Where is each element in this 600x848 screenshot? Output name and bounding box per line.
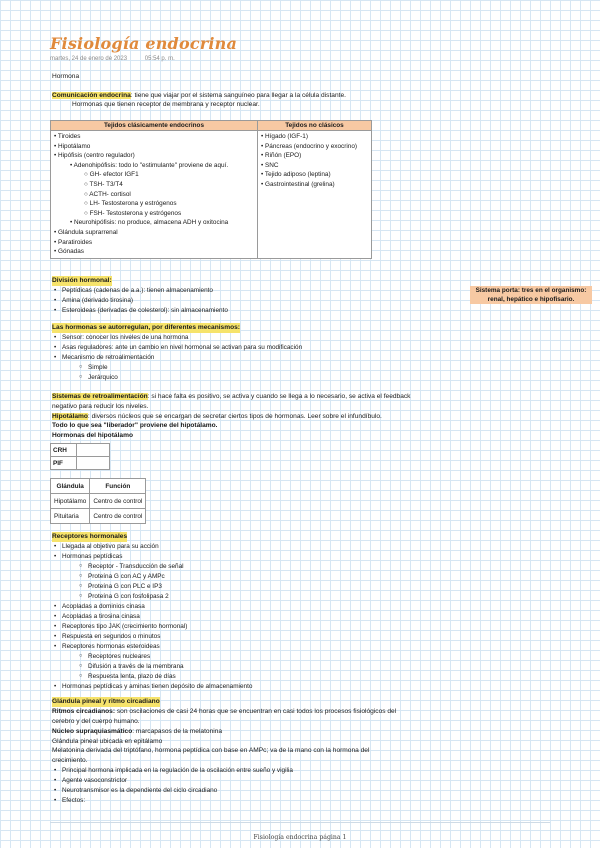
- receptor-subitem: ○ Respuesta lenta, plazo de días: [88, 672, 176, 682]
- page-meta: [50, 56, 191, 62]
- division-item: • Amina (derivado tirosina): [62, 296, 133, 306]
- nucleo-label: Núcleo supraquiasmático: [52, 728, 133, 735]
- hipotalamo-text: : diversos núcleos que se encargan de secretar ciertos tipos de hormonas. Leer sobre el infundíbulo.: [87, 413, 382, 420]
- tissues-nonclassic-cell: [258, 131, 372, 259]
- footer-divider: [50, 822, 550, 823]
- hipotalamo-line3: Hormonas del hipotálamo: [52, 432, 133, 439]
- pineal-line6: crecimiento.: [52, 757, 88, 764]
- autorregulan-heading: Las hormonas se autorregulan, por diferentes mecanismos:: [52, 324, 240, 331]
- hipotalamo-label: Hipotálamo: [52, 413, 88, 420]
- retro-text: : si hace falta es positivo, se activa y cuando se llega a lo necesario, se activa el feedback: [147, 393, 411, 400]
- autorregulan-subitem: ○ Simple: [88, 363, 108, 373]
- tissues-classic-cell: [51, 131, 258, 259]
- autorregulan-subitem: ○ Jerárquico: [88, 373, 118, 383]
- comunicacion-line2: Hormonas que tienen receptor de membrana y receptor nuclear.: [72, 101, 260, 108]
- receptor-item: • Respuesta en segundos o minutos: [62, 632, 160, 642]
- tissue-item: • Páncreas (endocrino y exocrino): [261, 142, 358, 150]
- receptor-item: • Hormonas peptídicas: [62, 552, 122, 562]
- retro-label: Sistemas de retroalimentación: [52, 393, 148, 400]
- receptores-heading: Receptores hormonales: [52, 533, 128, 540]
- tissue-item: • Gónadas: [54, 248, 84, 256]
- hipotalamo-line2: Todo lo que sea "liberador" proviene del hipotálamo.: [52, 422, 218, 429]
- page-title: Fisiología endocrina: [50, 34, 238, 53]
- side-note-line1: Sistema porta: tres en el organismo:: [475, 287, 587, 294]
- date-stamp: martes, 24 de enero de 2023: [50, 56, 128, 62]
- retro-line2: negativo para reducir los niveles.: [52, 403, 149, 410]
- receptor-subitem: ○ Receptor - Transducción de señal: [88, 562, 184, 572]
- tissue-item: • Riñón (EPO): [261, 152, 302, 160]
- gland-cell: Hipotálamo: [51, 494, 90, 509]
- side-note-line2: renal, hepático e hipofisario.: [487, 296, 575, 303]
- tissue-item: [54, 161, 254, 171]
- pineal-item: • Neurotransmisor es la dependiente del ciclo circadiano: [62, 786, 217, 796]
- gland-table: [50, 478, 146, 524]
- receptor-subitem: ○ Receptores nucleares: [88, 652, 150, 662]
- gland-header: Glándula: [51, 479, 90, 494]
- pineal-line4: Glándula pineal ubicada en epitálamo: [52, 738, 163, 745]
- heading-hormona: Hormona: [52, 73, 80, 80]
- tissue-item: • Neurohipófisis: no produce, almacena ADH y oxitocina: [70, 219, 229, 227]
- pineal-heading: Glándula pineal y ritmo circadiano: [52, 698, 160, 705]
- comunicacion-text: : tiene que viajar por el sistema sanguíneo para llegar a la célula distante.: [130, 92, 346, 99]
- tissue-item: • Paratiroides: [54, 238, 93, 246]
- time-stamp: 05:54 p. m.: [144, 56, 175, 62]
- autorregulan-item: • Sensor: conocer los niveles de una hormona: [62, 333, 188, 343]
- nucleo-text: : marcapasos de la melatonina: [132, 728, 223, 735]
- retro-line: [52, 392, 410, 402]
- receptor-item: • Receptores hormonas esteroideas: [62, 642, 160, 652]
- tissue-subitem: ○ FSH- Testosterona y estrógenos: [84, 209, 182, 217]
- hormone-cell: CRH: [51, 444, 77, 457]
- pineal-line3: [52, 727, 222, 737]
- function-header: Función: [90, 479, 146, 494]
- tissue-item: • Hipófisis (centro regulador): [54, 152, 135, 160]
- tissue-item: • Tejido adiposo (leptina): [261, 171, 331, 179]
- hypothalamus-hormones-table: [50, 443, 110, 470]
- tissue-item: • Tiroides: [54, 133, 81, 140]
- tissue-item: • Hígado (IGF-1): [261, 133, 308, 140]
- empty-cell: [77, 457, 110, 470]
- tissue-subitem: ○ GH- efector IGF1: [84, 171, 139, 179]
- tissues-table: [50, 120, 372, 259]
- autorregulan-item: • Mecanismo de retroalimentación: [62, 353, 154, 363]
- division-item: • Peptídicas (cadenas de a.a.): tienen almacenamiento: [62, 286, 213, 296]
- pineal-line5: Melatonina derivada del triptófano, hormona peptídica con base en AMPc; va de la mano con la hormona del: [52, 747, 370, 754]
- pineal-line1: [52, 707, 396, 717]
- division-heading: División hormonal:: [52, 277, 112, 284]
- division-item: • Esteroideas (derivadas de colesterol): sin almacenamiento: [62, 306, 228, 316]
- autorregulan-item: • Asas reguladores: ante un cambio en nivel hormonal se activan para su modificación: [62, 343, 302, 353]
- ritmos-text: son oscilaciones de casi 24 horas que se encuentran en casi todos los procesos fisiológicos del: [115, 708, 397, 715]
- receptor-item: • Llegada al objetivo para su acción: [62, 542, 159, 552]
- pineal-item: • Agente vasoconstrictor: [62, 776, 127, 786]
- tissues-header-classic: Tejidos clásicamente endocrinos: [51, 121, 258, 131]
- gland-cell: Pituitaria: [51, 509, 90, 524]
- tissue-subitem: ○ ACTH- cortisol: [84, 190, 131, 198]
- function-cell: Centro de control: [90, 509, 146, 524]
- side-note: [470, 286, 592, 304]
- pineal-item: • Efectos:: [62, 796, 85, 806]
- function-cell: Centro de control: [90, 494, 146, 509]
- tissue-item: • SNC: [261, 161, 279, 169]
- tissue-item: • Glándula suprarrenal: [54, 228, 118, 236]
- receptor-subitem: ○ Proteína G con fosfolipasa 2: [88, 592, 169, 602]
- page-footer: Fisiología endocrina página 1: [253, 834, 347, 841]
- receptor-subitem: ○ Difusión a través de la membrana: [88, 662, 184, 672]
- receptor-subitem: ○ Proteína G con AC y AMPc: [88, 572, 165, 582]
- pineal-item: • Principal hormona implicada en la regulación de la oscilación entre sueño y vigilia: [62, 766, 293, 776]
- tissues-header-nonclassic: Tejidos no clásicos: [258, 121, 372, 131]
- receptor-item: • Hormonas peptídicas y aminas tienen depósito de almacenamiento: [62, 682, 252, 692]
- receptor-subitem: ○ Proteína G con PLC e IP3: [88, 582, 162, 592]
- tissue-item: • Hipotálamo: [54, 142, 91, 150]
- tissue-item: • Gastrointestinal (grelina): [261, 180, 335, 188]
- receptor-item: • Acopladas a tirosina cinasa: [62, 612, 140, 622]
- receptor-item: • Acopladas a dominios cinasa: [62, 602, 145, 612]
- adenohipofisis-text: • Adenohipófisis: todo lo "estimulante" proviene de aquí.: [70, 161, 229, 169]
- pineal-line2: cerebro y del cuerpo humano.: [52, 718, 140, 725]
- tissue-subitem: ○ LH- Testosterona y estrógenos: [84, 200, 177, 208]
- tissue-subitem: ○ TSH- T3/T4: [84, 180, 123, 188]
- hormone-cell: PIF: [51, 457, 77, 470]
- comunicacion-label: Comunicación endocrina: [52, 92, 131, 99]
- ritmos-label: Ritmos circadianos:: [52, 708, 116, 715]
- receptor-item: • Receptores tipo JAK (crecimiento hormonal): [62, 622, 187, 632]
- empty-cell: [77, 444, 110, 457]
